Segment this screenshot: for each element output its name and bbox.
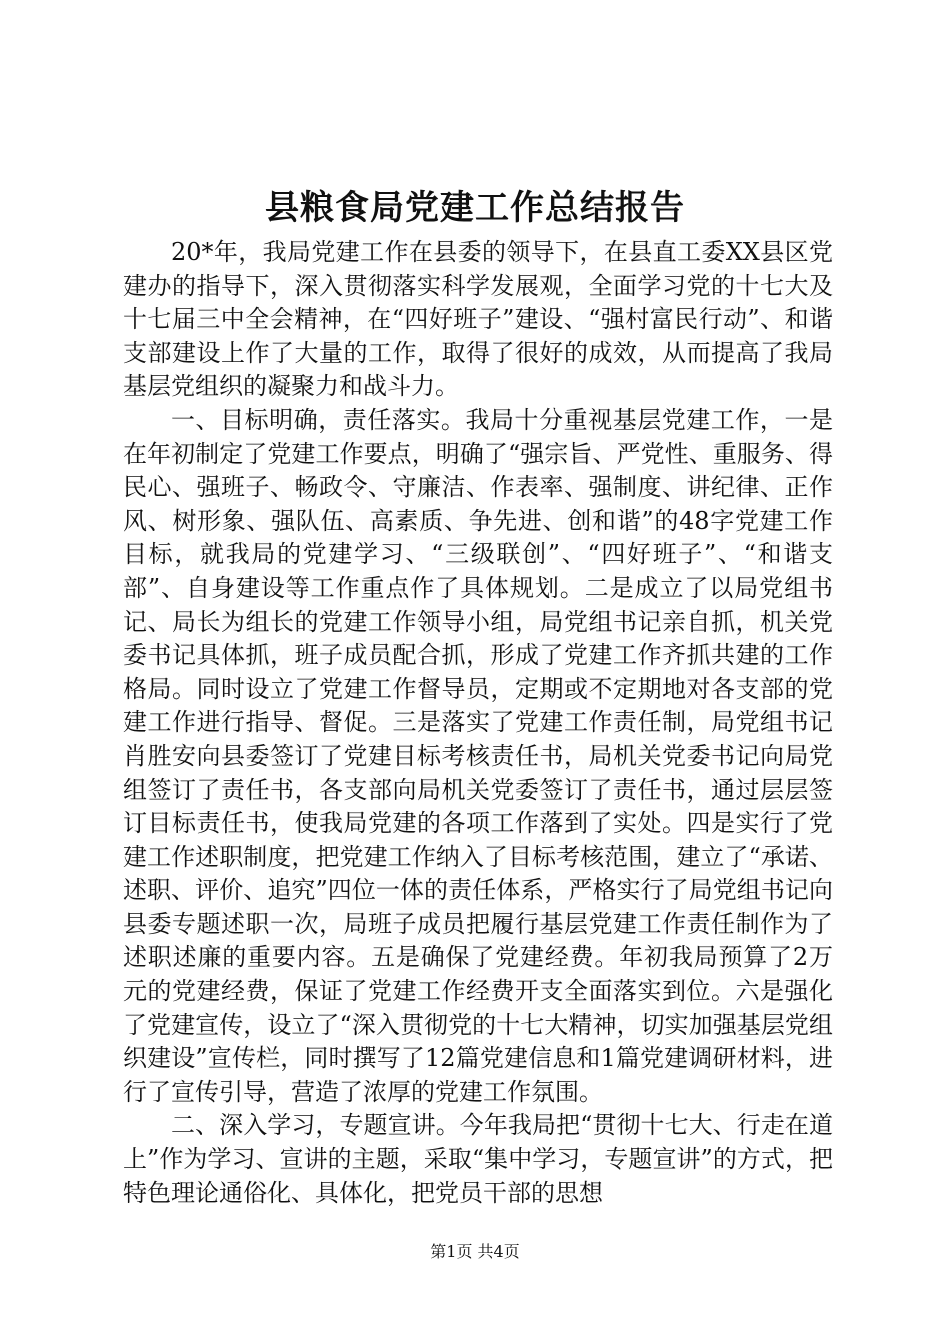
paragraph-intro: 20*年，我局党建工作在县委的领导下，在县直工委XX县区党建办的指导下，深入贯彻落实科学发展观，全面学习党的十七大及十七届三中全会精神，在“四好班子”建设、“强村富民行动”、和谐支部建设上作了大量的工作，取得了很好的成效，从而提高了我局基层党组织的凝聚力和战斗力。: [123, 238, 833, 401]
document-body: [123, 236, 833, 1210]
paragraph-section-two: 二、深入学习，专题宣讲。今年我局把“贯彻十七大、行走在道上”作为学习、宣讲的主题，采取“集中学习，专题宣讲”的方式，把特色理论通俗化、具体化，把党员干部的思想: [123, 1111, 833, 1207]
paragraph-section-one: 一、目标明确，责任落实。我局十分重视基层党建工作，一是在年初制定了党建工作要点，明确了“强宗旨、严党性、重服务、得民心、强班子、畅政令、守廉洁、作表率、强制度、讲纪律、正作风、树形象、强队伍、高素质、争先进、创和谐”的48字党建工作目标，就我局的党建学习、“三级联创”、“四好班子”、“和谐支部”、自身建设等工作重点作了具体规划。二是成立了以局党组书记、局长为组长的党建工作领导小组，局党组书记亲自抓，机关党委书记具体抓，班子成员配合抓，形成了党建工作齐抓共建的工作格局。同时设立了党建工作督导员，定期或不定期地对各支部的党建工作进行指导、督促。三是落实了党建工作责任制，局党组书记肖胜安向县委签订了党建目标考核责任书，局机关党委书记向局党组签订了责任书，各支部向局机关党委签订了责任书，通过层层签订目标责任书，使我局党建的各项工作落到了实处。四是实行了党建工作述职制度，把党建工作纳入了目标考核范围，建立了“承诺、述职、评价、追究”四位一体的责任体系，严格实行了局党组书记向县委专题述职一次，局班子成员把履行基层党建工作责任制作为了述职述廉的重要内容。五是确保了党建经费。年初我局预算了2万元的党建经费，保证了党建工作经费开支全面落实到位。六是强化了党建宣传，设立了“深入贯彻党的十七大精神，切实加强基层党组织建设”宣传栏，同时撰写了12篇党建信息和1篇党建调研材料，进行了宣传引导，营造了浓厚的党建工作氛围。: [123, 405, 833, 1106]
document-title: 县粮食局党建工作总结报告: [265, 188, 685, 228]
page-number-footer: 第1页 共4页: [430, 1242, 520, 1261]
